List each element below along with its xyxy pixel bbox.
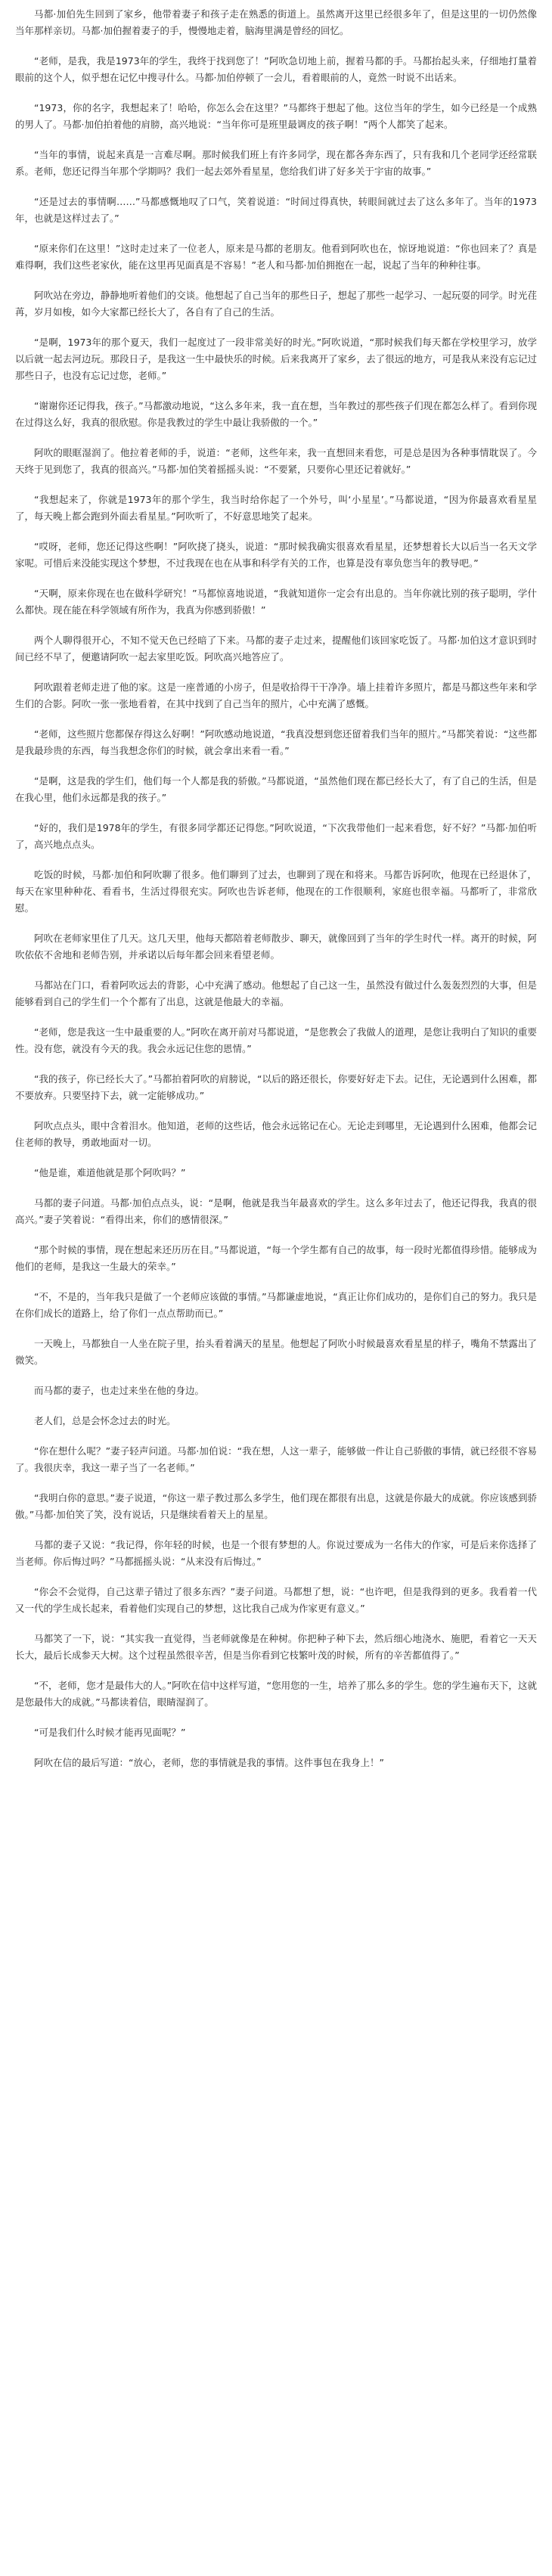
article-paragraph: “天啊，原来你现在也在做科学研究！”马都惊喜地说道，“我就知道你一定会有出息的。当年你就比别的孩子聪明，学什么都快。现在能在科学领域有所作为，我真为你感到骄傲！”	[15, 588, 537, 616]
article-paragraph: “老师，这些照片您都保存得这么好啊！”阿吹感动地说道，“我真没想到您还留着我们当年的照片。”马都笑着说：“这些都是我最珍贵的东西，每当我想念你们的时候，就会拿出来看一看。”	[15, 728, 537, 756]
article-paragraph: 一天晚上，马都独自一人坐在院子里，抬头看着满天的星星。他想起了阿吹小时候最喜欢看星星的样子，嘴角不禁露出了微笑。	[15, 1338, 537, 1366]
article-paragraph: 吃饭的时候，马都·加伯和阿吹聊了很多。他们聊到了过去，也聊到了现在和将来。马都告诉阿吹，他现在已经退休了，每天在家里种种花、看看书，生活过得很充实。阿吹也告诉老师，他现在的工作很顺利，家庭也很幸福。马都听了，非常欣慰。	[15, 869, 537, 914]
article-paragraph: “不，老师，您才是最伟大的人。”阿吹在信中这样写道，“您用您的一生，培养了那么多的学生。您的学生遍布天下，这就是您最伟大的成就。”马都读着信，眼睛湿润了。	[15, 1680, 537, 1708]
article-paragraph: “他是谁，难道他就是那个阿吹吗？”	[34, 1167, 186, 1178]
article-paragraph: “我明白你的意思。”妻子说道，“你这一辈子教过那么多学生，他们现在都很有出息，这就是你最大的成就。你应该感到骄傲。”马都·加伯笑了笑，没有说话，只是继续看着天上的星星。	[15, 1492, 537, 1520]
article-paragraph: 阿吹点点头，眼中含着泪水。他知道，老师的这些话，他会永远铭记在心。无论走到哪里，无论遇到什么困难，他都会记住老师的教导，勇敢地面对一切。	[15, 1120, 537, 1148]
article-paragraph: 而马都的妻子，也走过来坐在他的身边。	[34, 1385, 205, 1396]
article-paragraph: “那个时候的事情，现在想起来还历历在目。”马都说道，“每一个学生都有自己的故事，每一段时光都值得珍惜。能够成为他们的老师，是我这一生最大的荣幸。”	[15, 1244, 537, 1272]
article-paragraph: “是啊，这是我的学生们，他们每一个人都是我的骄傲。”马都说道，“虽然他们现在都已经长大了，有了自己的生活，但是在我心里，他们永远都是我的孩子。”	[15, 775, 537, 803]
article-paragraph: “你会不会觉得，自己这辈子错过了很多东西？”妻子问道。马都想了想，说：“也许吧，但是我得到的更多。我看着一代又一代的学生成长起来，看着他们实现自己的梦想，这比我自己成为作家更有意义。”	[15, 1586, 537, 1614]
article-paragraph: 阿吹站在旁边，静静地听着他们的交谈。他想起了自己当年的那些日子，想起了那些一起学习、一起玩耍的同学。时光荏苒，岁月如梭，如今大家都已经长大了，各自有了自己的生活。	[15, 290, 537, 318]
article-paragraph: 马都的妻子又说：“我记得，你年轻的时候，也是一个很有梦想的人。你说过要成为一名伟大的作家，可是后来你选择了当老师。你后悔过吗？”马都摇摇头说：“从来没有后悔过。”	[15, 1539, 537, 1567]
article-paragraph: 马都笑了一下，说：“其实我一直觉得，当老师就像是在种树。你把种子种下去，然后细心地浇水、施肥，看着它一天天长大，最后长成参天大树。这个过程虽然很辛苦，但是当你看到它枝繁叶茂的时候，所有的辛苦都值得了。”	[15, 1633, 537, 1661]
article-paragraph: “谢谢你还记得我，孩子。”马都激动地说，“这么多年来，我一直在想，当年教过的那些孩子们现在都怎么样了。看到你现在过得这么好，我真的很欣慰。你是我教过的学生中最让我骄傲的一个。”	[15, 400, 537, 428]
article-paragraph: “不，不是的，当年我只是做了一个老师应该做的事情。”马都谦虚地说，“真正让你们成功的，是你们自己的努力。我只是在你们成长的道路上，给了你们一点点帮助而已。”	[15, 1291, 537, 1319]
article-paragraph: 两个人聊得很开心，不知不觉天色已经暗了下来。马都的妻子走过来，提醒他们该回家吃饭了。马都·加伯这才意识到时间已经不早了，便邀请阿吹一起去家里吃饭。阿吹高兴地答应了。	[15, 635, 537, 663]
article-paragraph: 马都·加伯先生回到了家乡，他带着妻子和孩子走在熟悉的街道上。虽然离开这里已经很多年了，但是这里的一切仍然像当年那样亲切。马都·加伯握着妻子的手，慢慢地走着，脑海里满是曾经的回忆。	[15, 8, 537, 36]
article-paragraph: 阿吹跟着老师走进了他的家。这是一座普通的小房子，但是收拾得干干净净。墙上挂着许多照片，都是马都这些年来和学生们的合影。阿吹一张一张地看着，在其中找到了自己当年的照片，心中充满了感慨。	[15, 681, 537, 709]
article-paragraph: “1973，你的名字，我想起来了！哈哈，你怎么会在这里？”马都终于想起了他。这位当年的学生，如今已经是一个成熟的男人了。马都·加伯拍着他的肩膀，高兴地说：“当年你可是班里最调皮的孩子啊！”两个人都笑了起来。	[15, 102, 537, 130]
article-paragraph: 马都的妻子问道。马都·加伯点点头，说：“是啊，他就是我当年最喜欢的学生。这么多年过去了，他还记得我，我真的很高兴。”妻子笑着说：“看得出来，你们的感情很深。”	[15, 1197, 537, 1225]
article-paragraph: 阿吹在信的最后写道：“放心，老师，您的事情就是我的事情。这件事包在我身上！”	[34, 1757, 384, 1768]
article-paragraph: “哎呀，老师，您还记得这些啊！”阿吹挠了挠头，说道：“那时候我确实很喜欢看星星，还梦想着长大以后当一名天文学家呢。可惜后来没能实现这个梦想，不过我现在也在从事和科学有关的工作，也算是没有辜负您当年的教导吧。”	[15, 541, 537, 569]
article-paragraph: “可是我们什么时候才能再见面呢？”	[34, 1727, 186, 1738]
article-paragraph: “原来你们在这里！”这时走过来了一位老人，原来是马都的老朋友。他看到阿吹也在，惊讶地说道：“你也回来了？真是难得啊，我们这些老家伙，能在这里再见面真是不容易！”老人和马都·加伯拥抱在一起，说起了当年的种种往事。	[15, 243, 537, 271]
article-paragraph: “老师，您是我这一生中最重要的人。”阿吹在离开前对马都说道，“是您教会了我做人的道理，是您让我明白了知识的重要性。没有您，就没有今天的我。我会永远记住您的恩情。”	[15, 1026, 537, 1054]
article-paragraph: “还是过去的事情啊……”马都感慨地叹了口气，笑着说道：“时间过得真快，转眼间就过去了这么多年了。当年的1973年，也就是这样过去了。”	[15, 196, 537, 224]
article-paragraph: 阿吹的眼眶湿润了。他拉着老师的手，说道：“老师，这些年来，我一直想回来看您，可是总是因为各种事情耽误了。今天终于见到您了，我真的很高兴。”马都·加伯笑着摇摇头说：“不要紧，只要你心里还记着就好。”	[15, 447, 537, 475]
article-paragraph: “当年的事情，说起来真是一言难尽啊。那时候我们班上有许多同学，现在都各奔东西了，只有我和几个老同学还经常联系。老师，您还记得当年那个学期吗？我们一起去郊外看星星，您给我们讲了好多关于宇宙的故事。”	[15, 149, 537, 177]
article-paragraph: 老人们，总是会怀念过去的时光。	[34, 1415, 176, 1426]
article-paragraph: “好的，我们是1978年的学生，有很多同学都还记得您。”阿吹说道，“下次我带他们一起来看您，好不好？”马都·加伯听了，高兴地点点头。	[15, 822, 537, 850]
article-paragraph: “我想起来了，你就是1973年的那个学生，我当时给你起了一个外号，叫‘小星星’。”马都说道，“因为你最喜欢看星星了，每天晚上都会跑到外面去看星星。”阿吹听了，不好意思地笑了起来。	[15, 494, 537, 522]
article-paragraph: 阿吹在老师家里住了几天。这几天里，他每天都陪着老师散步、聊天，就像回到了当年的学生时代一样。离开的时候，阿吹依依不舍地和老师告别，并承诺以后每年都会回来看望老师。	[15, 933, 537, 961]
article-paragraph: “老师，是我，我是1973年的学生，我终于找到您了！”阿吹急切地上前，握着马都的手。马都抬起头来，仔细地打量着眼前的这个人，似乎想在记忆中搜寻什么。马都·加伯停顿了一会儿，看着眼前的人，竟然一时说不出话来。	[15, 55, 537, 83]
article-paragraph: “是啊，1973年的那个夏天，我们一起度过了一段非常美好的时光。”阿吹说道，“那时候我们每天都在学校里学习，放学以后就一起去河边玩。那段日子，是我这一生中最快乐的时候。后来我离开了家乡，去了很远的地方，可是我从来没有忘记过那些日子，也没有忘记过您，老师。”	[15, 337, 537, 381]
article-paragraph: “我的孩子，你已经长大了。”马都拍着阿吹的肩膀说，“以后的路还很长，你要好好走下去。记住，无论遇到什么困难，都不要放弃。只要坚持下去，就一定能够成功。”	[15, 1073, 537, 1101]
article-paragraph: 马都站在门口，看着阿吹远去的背影，心中充满了感动。他想起了自己这一生，虽然没有做过什么轰轰烈烈的大事，但是能够看到自己的学生们一个个都有了出息，这就是他最大的幸福。	[15, 979, 537, 1007]
article-paragraph: “你在想什么呢？”妻子轻声问道。马都·加伯说：“我在想，人这一辈子，能够做一件让自己骄傲的事情，就已经很不容易了。我很庆幸，我这一辈子当了一名老师。”	[15, 1445, 537, 1473]
